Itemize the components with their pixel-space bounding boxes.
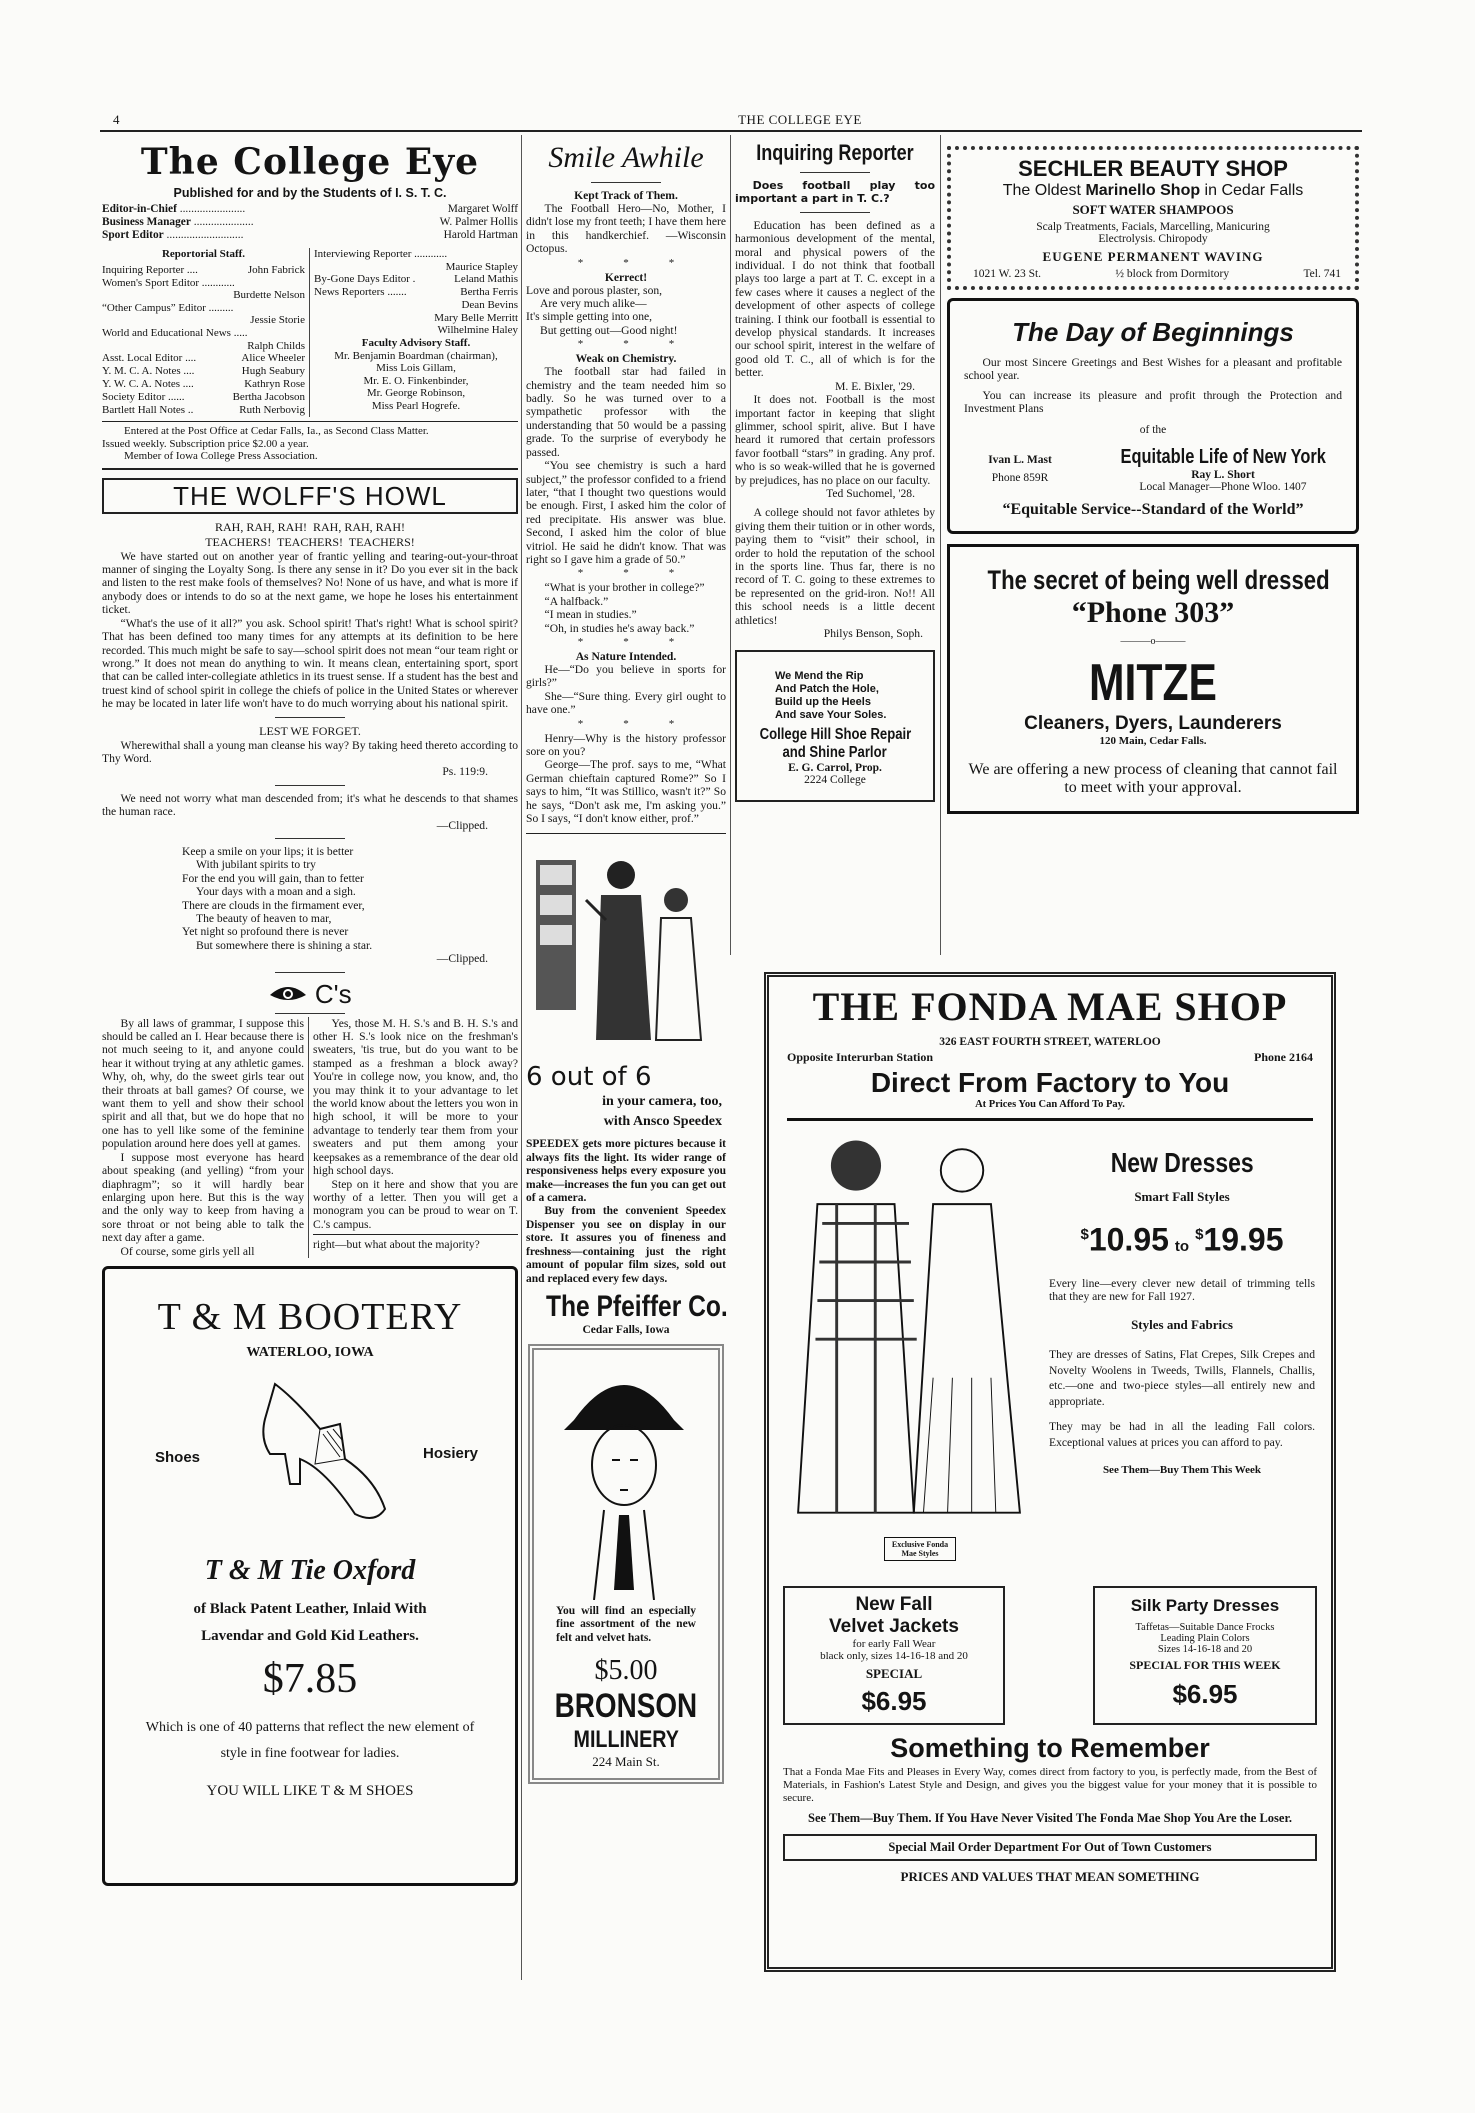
shoe-repair-ad: We Mend the Rip And Patch the Hole, Build up the Heels And save Your Soles. College Hill Shoe Repair and Shine Parlor E. G. Carrol, Prop. 2224 College [735, 650, 935, 802]
top-staff: Editor-in-Chief ....................... Margaret Wolff Business Manager ..................... W. Palmer Hollis Sport Editor ........................... Harold Hartman [102, 203, 518, 241]
column-4 [947, 146, 1359, 814]
wolffs-howl-column [102, 478, 518, 1258]
hat-woman-illustration [534, 1350, 716, 1600]
fonda-mae-ad: THE FONDA MAE SHOP 326 EAST FOURTH STREET, WATERLOO Opposite Interurban Station Phone 2164 Direct From Factory to You At Prices You Can Afford To Pay. Exclusive Fonda Mae Styles New Dresses Smart Fall Styles $10.95 to$19.95 Every line—every clever new detail of trimming tells that they are new for Fall 1927. Styles and Fabrics They are dresses of Satins, Flat Crepes, Silk Crepes and Novelty Woolens in Tweeds, Twills, Flannels, Challis, etc.—one and two-piece styles—all entirely new and appropriate. They may be had in all the leading Fall colors. Exceptional values at prices you can afford to pay. See Them—Buy Them This Week New Fall Velvet Jackets for early Fall Wear black only, sizes 14-16-18 and 20 SPECIAL $6.95 Silk Party Dresses Taffetas—Suitable Dance Frocks Leading Plain Colors Sizes 14-16-18 and 20 SPECIAL FOR THIS WEEK $6.95 Something to Remember That a Fonda Mae Fits and Pleases in Every Way, comes direct from factory to you, is perfectly made, from the Best of Materials, in Fashion's Latest Style and Design, and gives you the biggest value for your money that it is possible to secure. See Them—Buy Them. If You Have Never Visited The Fonda Mae Shop You Are the Loser. Special Mail Order Department For Out of Town Customers PRICES AND VALUES THAT MEAN SOMETHING [764, 972, 1336, 1972]
masthead-title: The College Eye [140, 141, 480, 183]
column-3 [735, 140, 935, 802]
smile-awhile-column: Smile Awhile Kept Track of Them. The Football Hero—No, Mother, I didn't lose my front teeth; I have them here in this handkerchief. —Wisconsin Octopus. *** Kerrect! Love and porous plaster, son, Are very much alike— It's simple getting into one, But getting out—Good night! *** Weak on Chemistry. The football star had failed in chemistry and the team needed him so badly. So he was turned over to a sympathetic professor with the understanding that 50 would be a passing grade. To the surprise of everybody he passed. “You see chemistry is such a hard subject,” the professor confided to a friend later, “that I thought two questions would be enough. First, I asked him the color of red precipitate. His answer was blue. Second, I asked him the color of blue vitriol. He said he didn't know. That was right so I gave him a grade of 50.” *** “What is your brother in college?” “A halfback.” “I mean in studies.” “Oh, in studies he's away back.” *** As Nature Intended. He—“Do you believe in sports for girls?” She—“Sure thing. Every girl ought to have one.” *** Henry—Why is the history professor sore on you? George—The prof. says to me, “What German chieftain captured Rome?” So I says to him, “It was Stillico, wasn't it?” So he says, “Don't ask me, I'm asking you.” So I says, “I don't know either, prof.” [526, 140, 726, 834]
column-rule [940, 135, 941, 955]
postal-notice: Entered at the Post Office at Cedar Falls, Ia., as Second Class Matter. Issued weekly. Subscription price $2.00 a year. Member of Iowa College Press Association. [102, 421, 518, 463]
cheer: TEACHERS! TEACHERS! TEACHERS! [205, 534, 415, 549]
equitable-ad: The Day of Beginnings Our most Sincere Greetings and Best Wishes for a pleasant and profitable school year. You can increase its pleasure and profit through the Protection and Investment Plans of the Ivan L. Mast Phone 859R Equitable Life of New York Ray L. Short Local Manager—Phone Wloo. 1407 “Equitable Service--Standard of the World” [947, 298, 1359, 534]
question: Does football play too important a part in T. C.? [735, 179, 935, 206]
reportorial-staff: Reportorial Staff. Inquiring Reporter .... John Fabrick Women's Sport Editor ............ Burdette Nelson “Other Campus” Editor ......... Jessie Storie World and Educational News ..... Ralph Childs Asst. Local Editor .... Alice Wheeler Y. M. C. A. Notes .... Hugh Seabury Y. W. C. A. Notes .... Kathryn Rose Society Editor ...... Bertha Jacobson Bartlett Hall Notes .. Ruth Nerbovig [102, 248, 310, 417]
inquiring-reporter-title: Inquiring Reporter [756, 140, 914, 165]
poem: Keep a smile on your lips; it is better With jubilant spirits to try For the end you will gain, than to fetter Your days with a moan and a sigh. There are clouds in the firmament ever, The beauty of heaven to mar, Yet night so profound there is never But somewhere there is shining a star. [182, 844, 373, 952]
velvet-jackets-box: New Fall Velvet Jackets for early Fall Wear black only, sizes 14-16-18 and 20 SPECIAL $6.95 [783, 1586, 1005, 1725]
running-head: THE COLLEGE EYE [738, 112, 862, 127]
citation: Ps. 119:9. [442, 765, 488, 779]
smile-awhile-title: Smile Awhile [548, 141, 704, 174]
page-number: 4 [113, 112, 120, 127]
paragraph: Wherewithal shall a young man cleanse his way? By taking heed thereto according to Thy Word. [102, 738, 518, 765]
eye-cs-columns: By all laws of grammar, I suppose this should be called an I. Hear because there is not much seeing to it, and anyone could hear it without trying at any athletic games. Why, oh, why, do the sweet girls tear out their throats at ball games? Of course, we want them to yell and show their school spirit and all that, but we do hope that no one has to yell like some of the feminine population around here does yell at games. I suppose most everyone has heard about speaking (and yelling) “from your diaphragm”; so it will hardly bear enlarging upon here. But this is the way and the only way to keep from having a sore throat or not being able to talk the next day after a game. Of course, some girls yell all Yes, those M. H. S.'s and B. H. S.'s and other H. S.'s look nice on the freshman's sweaters, 'tis true, but do you want to be stamped as a freshman a block away? You're in college now, you know, and, tho you may think it to your advantage to let the world know about the letters you won in high school, it will be more to your advantage to tenderly tear them from your sweaters and put them among your keepsakes as a remembrance of the dear old high school days. Step on it here and show that you are worthy of a letter. Then you will get a monogram you can be proud to wear on T. C.'s campus. right—but what about the majority? [102, 1016, 518, 1258]
masthead-subtitle: Published for and by the Students of I. S. T. C. [173, 186, 447, 200]
dress-models-illustration [769, 1127, 1049, 1532]
column-2 [526, 140, 726, 1784]
column-1 [102, 140, 518, 1886]
eye-cs-title: C's [102, 979, 518, 1010]
wolffs-howl-title: THE WOLFF'S HOWL [102, 478, 518, 514]
shoe-illustration [245, 1379, 395, 1529]
column-rule [730, 135, 731, 955]
bootery-ad: T & M BOOTERY WATERLOO, IOWA Shoes Hosiery T & M Tie Oxford of Black Patent Leather, Inlaid With Lavendar and Gold Kid Leathers. $7.85 Which is one of 40 patterns that reflect the new element of style in fine footwear for ladies. YOU WILL LIKE T & M SHOES [102, 1266, 518, 1886]
camera-scene-illustration [526, 840, 726, 1055]
section-heading: LEST WE FORGET. [259, 723, 361, 738]
citation: —Clipped. [436, 818, 488, 832]
column-rule [521, 135, 522, 1980]
paragraph: “What's the use of it all?” you ask. School spirit! That's right! What is school spirit? That has been defined too many times for any attempts at its definition to be here recorded. This much might be safe to say—school spirit does not mean “our team right or wrong.” It does not mean do anything to win. It means clean, entertaining sport, sport that can be called inter-collegiate athletics in its truest sense. If a student has the best and truest kind of school spirit in college the chiefs of police in the United States or wherever he may be located in later life won't have to do much worrying about his national spirit. [102, 616, 518, 711]
header-rule [100, 130, 1362, 132]
eye-icon [268, 983, 308, 1005]
silk-dresses-box: Silk Party Dresses Taffetas—Suitable Dance Frocks Leading Plain Colors Sizes 14-16-18 and 20 SPECIAL FOR THIS WEEK $6.95 [1093, 1586, 1317, 1725]
bronson-ad: You will find an especially fine assortment of the new felt and velvet hats. $5.00 BRONSON MILLINERY 224 Main St. [528, 1344, 724, 1785]
cheer: RAH, RAH, RAH! RAH, RAH, RAH! [214, 519, 405, 534]
sechler-ad: SECHLER BEAUTY SHOP The Oldest Marinello Shop in Cedar Falls SOFT WATER SHAMPOOS Scalp Treatments, Facials, Marcelling, Manicuring Electrolysis. Chiropody EUGENE PERMANENT WAVING 1021 W. 23 St. ½ block from Dormitory Tel. 741 [947, 146, 1359, 290]
inquiring-reporter-column: Inquiring Reporter Does football play too important a part in T. C.? Education has been defined as a harmonious development of the mental, moral and physical powers of the individual. I do not think that football plays too large a part at T. C. except in a few cases where it causes a neglect of the development of other aspects of college training. I think our football is essential to develop physical standards. It increases our school spirit, interest in the welfare of good old T. C., all of which is for the better. M. E. Bixler, '29. It does not. Football is the most important factor in keeping that slight glimmer, school spirit, alive. But I have heard it rumored that certain professors favor football “stars” in grading. Any prof. who is so weak-willed that he is governed by prejudices, has no place on our faculty. Ted Suchomel, '28. A college should not favor athletes by giving them their tuition or in other words, paying them to “visit” their school, in order to hold the reputation of the school in the sports line. Thus far, there is no record of T. C. going to these extremes to be represented on the grid-iron. No!! All this school needs is a little decent athletics! Philys Benson, Soph. [735, 140, 935, 640]
other-staff: Interviewing Reporter ............ Maurice Stapley By-Gone Days Editor . Leland Mathis News Reporters ....... Bertha Ferris Dean Bevins Mary Belle Merritt Wilhelmine Haley Faculty Advisory Staff. Mr. Benjamin Boardman (chairman), Miss Lois Gillam, Mr. E. O. Finkenbinder, Mr. George Robinson, Miss Pearl Hogrefe. [314, 248, 518, 412]
masthead [102, 140, 518, 470]
citation: —Clipped. [436, 952, 488, 966]
mitze-ad: The secret of being well dressed “Phone 303” ———o——— MITZE Cleaners, Dyers, Launderers 120 Main, Cedar Falls. We are offering a new process of cleaning that cannot fail to meet with your approval. [947, 544, 1359, 814]
paragraph: We have started out on another year of frantic yelling and tearing-out-your-throat manner of singing the Loyalty Song. Is there any sense in it? Do you ever sit in the back and listen to the rest make fools of themselves? No! None of us have, and what is more if anybody does or intends to do so at the next game, we hope he loses his entertainment ticket. [102, 549, 518, 617]
paragraph: We need not worry what man descended from; it's what he descends to that shames the human race. [102, 791, 518, 819]
speedex-ad: 6 out of 6 in your camera, too, with Ansco Speedex SPEEDEX gets more pictures because it always fits the light. Its wider range of responsiveness helps every exposure you make—increases the fun you can get out of a camera. Buy from the convenient Speedex Dispenser you see on display in our store. It assures you of fineness and freshness—containing just the right amount of popular film sizes, sold out and replaced every few days. The Pfeiffer Co. Cedar Falls, Iowa [526, 840, 726, 1335]
